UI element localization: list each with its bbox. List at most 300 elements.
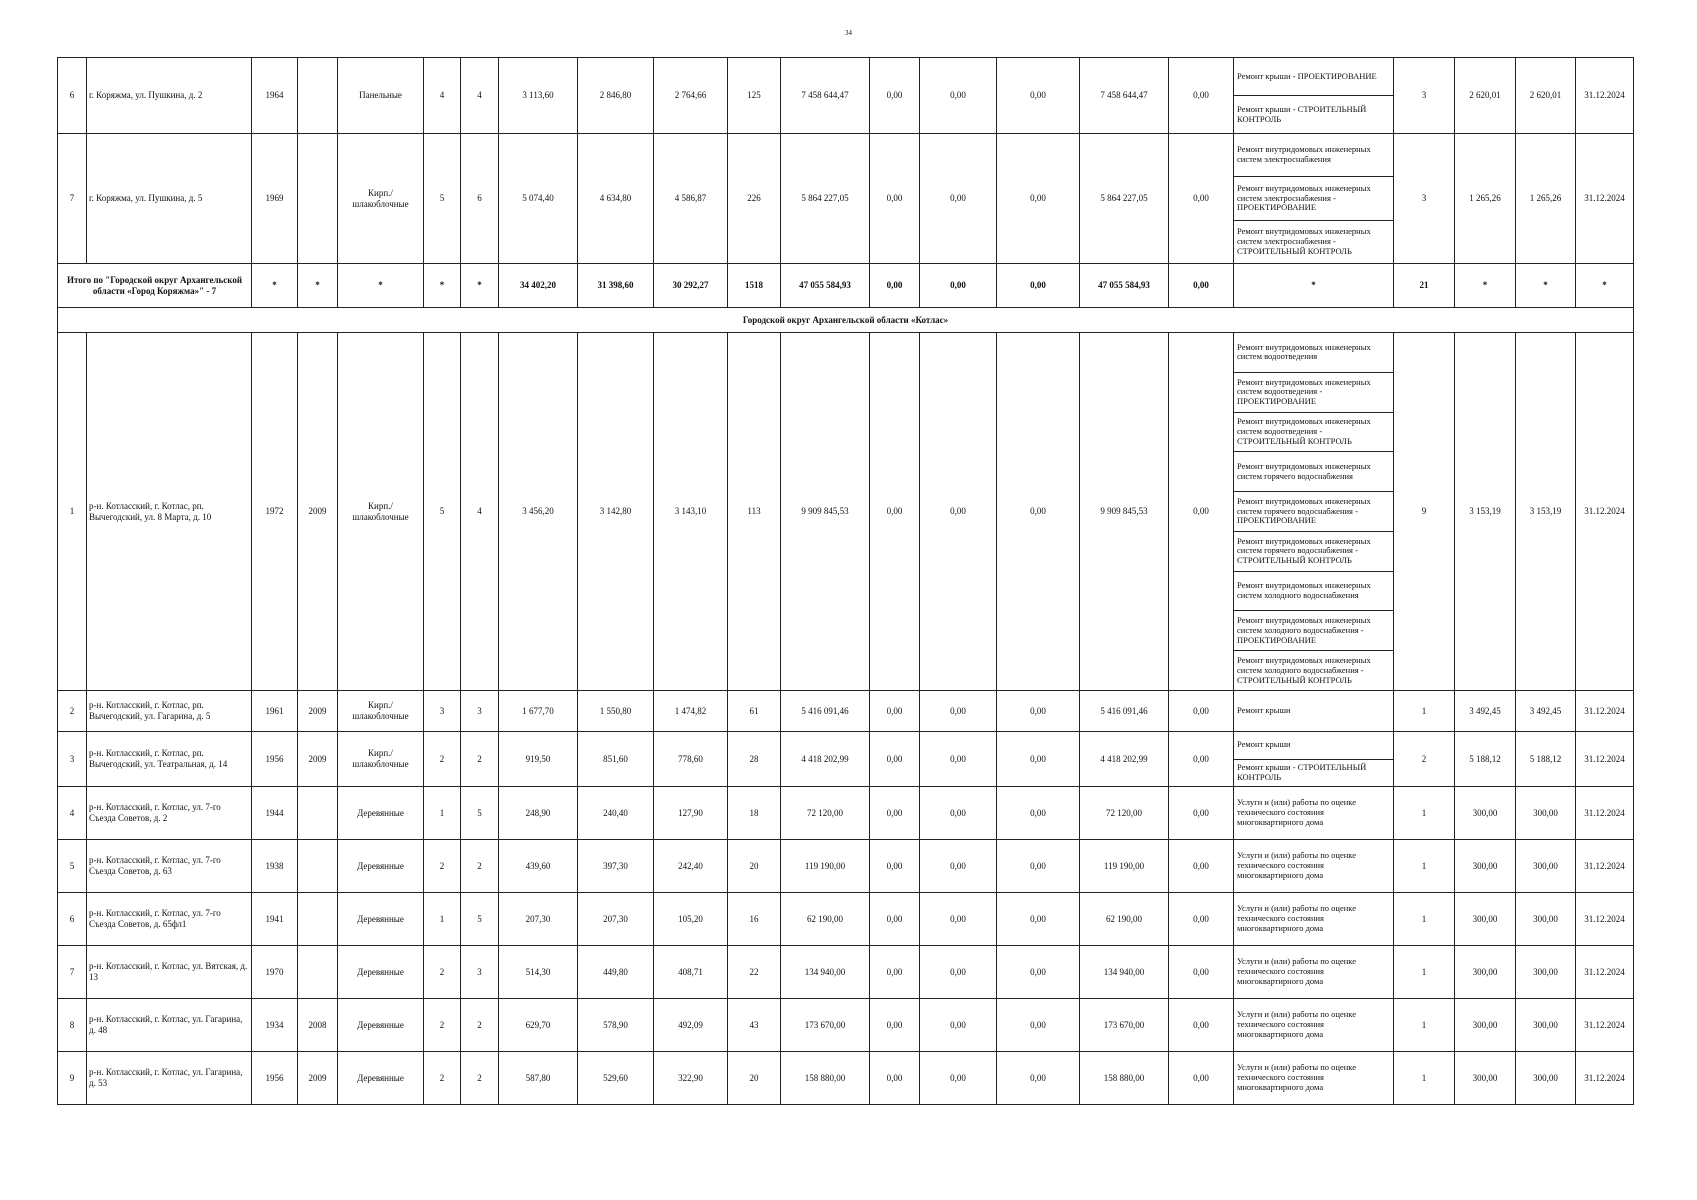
cell-max-unit-cost: 2 620,01: [1516, 58, 1576, 134]
work-item: Ремонт внутридомовых инженерных систем горячего водоснабжения: [1234, 452, 1393, 492]
cell-cost-fund: 0,00: [870, 787, 920, 840]
table-row: [58, 691, 1634, 732]
cell-cost-owners: 4 418 202,99: [1080, 732, 1169, 787]
cell-cost-total: 9 909 845,53: [781, 333, 870, 691]
cell-cost-total: 7 458 644,47: [781, 58, 870, 134]
work-item: Услуги и (или) работы по оценке технического состояния многоквартирного дома: [1237, 1062, 1356, 1092]
cell-completion-date: 31.12.2024: [1576, 999, 1634, 1052]
cell-year-built: 1956: [252, 732, 298, 787]
cell-unit-cost: 300,00: [1455, 893, 1516, 946]
cell-year-built: 1964: [252, 58, 298, 134]
table-row: [58, 893, 1634, 946]
cell-total-area: 1 677,70: [499, 691, 578, 732]
cell-area-premises: 529,60: [578, 1052, 654, 1105]
cell-max-unit-cost: *: [1516, 264, 1576, 308]
cell-entrances: 6: [461, 134, 499, 264]
cell-year-built: 1938: [252, 840, 298, 893]
cell-works: [1234, 333, 1394, 691]
cell-wall-material: Деревянные: [338, 1052, 424, 1105]
cell-cost-fund: 0,00: [870, 840, 920, 893]
cell-cost-owners: 7 458 644,47: [1080, 58, 1169, 134]
cell-cost-local: 0,00: [997, 946, 1080, 999]
cell-cost-local: 0,00: [997, 787, 1080, 840]
cell-cost-region: 0,00: [920, 264, 997, 308]
cell-area-residential: 778,60: [654, 732, 728, 787]
cell-works: [1234, 787, 1394, 840]
page-number: 34: [845, 29, 852, 37]
work-item: Ремонт внутридомовых инженерных систем горячего водоснабжения - ПРОЕКТИРОВАНИЕ: [1234, 492, 1393, 532]
cell-cost-fund: 0,00: [870, 1052, 920, 1105]
cell-address: р-н. Котласский, г. Котлас, ул. Гагарина, д. 53: [87, 1052, 252, 1105]
cell-work-count: 1: [1394, 1052, 1455, 1105]
cell-year-built: 1956: [252, 1052, 298, 1105]
cell-area-premises: 449,80: [578, 946, 654, 999]
work-item: Ремонт крыши - СТРОИТЕЛЬНЫЙ КОНТРОЛЬ: [1237, 103, 1367, 124]
cell-cost-region: 0,00: [920, 134, 997, 264]
cell-area-premises: 240,40: [578, 787, 654, 840]
cell-cost-region: 0,00: [920, 732, 997, 787]
cell-cost-owners: 173 670,00: [1080, 999, 1169, 1052]
cell-cost-local: 0,00: [997, 264, 1080, 308]
cell-year-second: 2009: [298, 1052, 338, 1105]
total-row: [58, 264, 1634, 308]
cell-unit-cost: 3 153,19: [1455, 333, 1516, 691]
cell-total-area: 587,80: [499, 1052, 578, 1105]
cell-cost-total: 4 418 202,99: [781, 732, 870, 787]
table-row: [58, 999, 1634, 1052]
cell-cost-fund: 0,00: [870, 333, 920, 691]
cell-wall-material: *: [338, 264, 424, 308]
cell-unit-cost: 5 188,12: [1455, 732, 1516, 787]
cell-area-residential: 322,90: [654, 1052, 728, 1105]
cell-floors: 2: [424, 999, 461, 1052]
cell-year-second: [298, 840, 338, 893]
cell-area-residential: 3 143,10: [654, 333, 728, 691]
work-item: Ремонт крыши: [1237, 705, 1291, 716]
cell-wall-material: Панельные: [338, 58, 424, 134]
cell-floors: 1: [424, 893, 461, 946]
cell-works: [1234, 946, 1394, 999]
work-item: Ремонт крыши - ПРОЕКТИРОВАНИЕ: [1234, 58, 1393, 96]
cell-row-number: 6: [58, 58, 87, 134]
cell-unit-cost: 300,00: [1455, 946, 1516, 999]
work-item: Ремонт внутридомовых инженерных систем водоотведения: [1234, 333, 1393, 373]
cell-unit-cost: 3 492,45: [1455, 691, 1516, 732]
cell-cost-owners: 134 940,00: [1080, 946, 1169, 999]
cell-cost-total: 5 416 091,46: [781, 691, 870, 732]
cell-cost-owners: 62 190,00: [1080, 893, 1169, 946]
cell-works: [1234, 691, 1394, 732]
cell-floors: 3: [424, 691, 461, 732]
cell-cost-region: 0,00: [920, 946, 997, 999]
cell-area-residential: 242,40: [654, 840, 728, 893]
cell-residents: 43: [728, 999, 781, 1052]
cell-wall-material: Кирп./ шлакоблочные: [338, 732, 424, 787]
cell-wall-material: Деревянные: [338, 946, 424, 999]
cell-area-residential: 4 586,87: [654, 134, 728, 264]
cell-year-built: 1972: [252, 333, 298, 691]
cell-address: г. Коряжма, ул. Пушкина, д. 2: [87, 58, 252, 134]
cell-unit-cost: 300,00: [1455, 787, 1516, 840]
cell-entrances: 5: [461, 893, 499, 946]
cell-wall-material: Деревянные: [338, 893, 424, 946]
cell-wall-material: Кирп./ шлакоблочные: [338, 333, 424, 691]
table-row: [58, 58, 1634, 134]
cell-works: *: [1234, 264, 1394, 308]
cell-max-unit-cost: 300,00: [1516, 999, 1576, 1052]
cell-residents: 61: [728, 691, 781, 732]
cell-residents: 1518: [728, 264, 781, 308]
work-item: Услуги и (или) работы по оценке технического состояния многоквартирного дома: [1237, 1009, 1356, 1039]
cell-residents: 113: [728, 333, 781, 691]
cell-total-area: 919,50: [499, 732, 578, 787]
cell-area-premises: 3 142,80: [578, 333, 654, 691]
cell-area-premises: 2 846,80: [578, 58, 654, 134]
cell-row-number: 1: [58, 333, 87, 691]
cell-works: [1234, 893, 1394, 946]
cell-works: [1234, 840, 1394, 893]
cell-year-second: 2009: [298, 333, 338, 691]
cell-total-area: 207,30: [499, 893, 578, 946]
cell-cost-owners: 158 880,00: [1080, 1052, 1169, 1105]
cell-cost-total: 119 190,00: [781, 840, 870, 893]
work-item: Ремонт крыши: [1234, 732, 1393, 760]
cell-unit-cost: 300,00: [1455, 840, 1516, 893]
cell-cost-fund: 0,00: [870, 732, 920, 787]
cell-completion-date: 31.12.2024: [1576, 1052, 1634, 1105]
cell-completion-date: 31.12.2024: [1576, 787, 1634, 840]
cell-cost-owners: 5 416 091,46: [1080, 691, 1169, 732]
cell-year-second: [298, 946, 338, 999]
cell-completion-date: 31.12.2024: [1576, 58, 1634, 134]
cell-max-unit-cost: 300,00: [1516, 946, 1576, 999]
table-row: [58, 134, 1634, 264]
cell-floors: 5: [424, 134, 461, 264]
cell-year-second: [298, 787, 338, 840]
table-row: [58, 1052, 1634, 1105]
cell-cost-other: 0,00: [1169, 691, 1234, 732]
table-row: [58, 333, 1634, 691]
cell-cost-local: 0,00: [997, 58, 1080, 134]
cell-works: [1234, 1052, 1394, 1105]
work-item: Ремонт внутридомовых инженерных систем электроснабжения - ПРОЕКТИРОВАНИЕ: [1234, 177, 1393, 220]
cell-residents: 125: [728, 58, 781, 134]
cell-cost-region: 0,00: [920, 333, 997, 691]
cell-max-unit-cost: 300,00: [1516, 840, 1576, 893]
cell-completion-date: 31.12.2024: [1576, 840, 1634, 893]
cell-max-unit-cost: 300,00: [1516, 787, 1576, 840]
cell-cost-local: 0,00: [997, 999, 1080, 1052]
cell-entrances: 2: [461, 999, 499, 1052]
cell-cost-other: 0,00: [1169, 333, 1234, 691]
cell-row-number: 2: [58, 691, 87, 732]
cell-residents: 28: [728, 732, 781, 787]
cell-works: [1234, 732, 1394, 787]
cell-floors: 2: [424, 732, 461, 787]
cell-work-count: 1: [1394, 893, 1455, 946]
cell-completion-date: 31.12.2024: [1576, 333, 1634, 691]
cell-entrances: 4: [461, 333, 499, 691]
cell-row-number: 6: [58, 893, 87, 946]
cell-cost-local: 0,00: [997, 732, 1080, 787]
section-header: Городской округ Архангельской области «Котлас»: [58, 308, 1634, 333]
cell-area-premises: 397,30: [578, 840, 654, 893]
cell-year-built: 1941: [252, 893, 298, 946]
cell-unit-cost: 300,00: [1455, 999, 1516, 1052]
cell-year-built: 1944: [252, 787, 298, 840]
work-item: Ремонт внутридомовых инженерных систем холодного водоснабжения: [1234, 572, 1393, 612]
cell-year-built: *: [252, 264, 298, 308]
cell-cost-region: 0,00: [920, 787, 997, 840]
cell-completion-date: *: [1576, 264, 1634, 308]
cell-cost-fund: 0,00: [870, 999, 920, 1052]
cell-cost-total: 47 055 584,93: [781, 264, 870, 308]
cell-area-premises: 1 550,80: [578, 691, 654, 732]
work-item: Услуги и (или) работы по оценке технического состояния многоквартирного дома: [1237, 956, 1356, 986]
cell-cost-local: 0,00: [997, 840, 1080, 893]
work-item: Услуги и (или) работы по оценке технического состояния многоквартирного дома: [1237, 797, 1356, 827]
cell-year-built: 1934: [252, 999, 298, 1052]
cell-cost-region: 0,00: [920, 999, 997, 1052]
cell-entrances: *: [461, 264, 499, 308]
cell-area-premises: 207,30: [578, 893, 654, 946]
cell-cost-owners: 72 120,00: [1080, 787, 1169, 840]
cell-cost-owners: 119 190,00: [1080, 840, 1169, 893]
cell-cost-other: 0,00: [1169, 732, 1234, 787]
cell-work-count: 1: [1394, 691, 1455, 732]
cell-entrances: 2: [461, 732, 499, 787]
cell-cost-region: 0,00: [920, 893, 997, 946]
total-label: Итого по "Городской округ Архангельской области «Город Коряжма»" - 7: [58, 264, 252, 308]
cell-year-second: 2009: [298, 732, 338, 787]
cell-cost-other: 0,00: [1169, 264, 1234, 308]
work-item: Услуги и (или) работы по оценке технического состояния многоквартирного дома: [1237, 850, 1356, 880]
cell-row-number: 4: [58, 787, 87, 840]
cell-total-area: 3 456,20: [499, 333, 578, 691]
cell-wall-material: Деревянные: [338, 840, 424, 893]
table-row: [58, 840, 1634, 893]
cell-row-number: 3: [58, 732, 87, 787]
cell-area-residential: 30 292,27: [654, 264, 728, 308]
work-item: Ремонт внутридомовых инженерных систем холодного водоснабжения - ПРОЕКТИРОВАНИЕ: [1234, 611, 1393, 651]
cell-wall-material: Деревянные: [338, 787, 424, 840]
cell-floors: 1: [424, 787, 461, 840]
cell-entrances: 3: [461, 946, 499, 999]
cell-address: р-н. Котласский, г. Котлас, ул. 7-го Съезда Советов, д. 2: [87, 787, 252, 840]
cell-completion-date: 31.12.2024: [1576, 691, 1634, 732]
cell-year-second: [298, 58, 338, 134]
cell-cost-total: 5 864 227,05: [781, 134, 870, 264]
cell-works: [1234, 999, 1394, 1052]
work-item: Ремонт крыши - СТРОИТЕЛЬНЫЙ КОНТРОЛЬ: [1237, 761, 1367, 782]
work-item: Ремонт внутридомовых инженерных систем электроснабжения: [1234, 134, 1393, 177]
cell-entrances: 2: [461, 840, 499, 893]
cell-area-residential: 105,20: [654, 893, 728, 946]
cell-works: [1234, 134, 1394, 264]
cell-area-premises: 851,60: [578, 732, 654, 787]
cell-cost-total: 158 880,00: [781, 1052, 870, 1105]
cell-entrances: 3: [461, 691, 499, 732]
cell-cost-region: 0,00: [920, 1052, 997, 1105]
cell-wall-material: Деревянные: [338, 999, 424, 1052]
cell-year-built: 1961: [252, 691, 298, 732]
cell-work-count: 1: [1394, 946, 1455, 999]
work-item: Ремонт внутридомовых инженерных систем холодного водоснабжения - СТРОИТЕЛЬНЫЙ КОНТРОЛЬ: [1237, 654, 1371, 685]
cell-cost-owners: 5 864 227,05: [1080, 134, 1169, 264]
cell-row-number: 9: [58, 1052, 87, 1105]
cell-cost-fund: 0,00: [870, 893, 920, 946]
cell-cost-total: 62 190,00: [781, 893, 870, 946]
cell-cost-local: 0,00: [997, 1052, 1080, 1105]
cell-area-residential: 1 474,82: [654, 691, 728, 732]
cell-area-premises: 578,90: [578, 999, 654, 1052]
cell-cost-owners: 47 055 584,93: [1080, 264, 1169, 308]
cell-wall-material: Кирп./ шлакоблочные: [338, 134, 424, 264]
cell-completion-date: 31.12.2024: [1576, 893, 1634, 946]
cell-total-area: 439,60: [499, 840, 578, 893]
cell-cost-other: 0,00: [1169, 58, 1234, 134]
cell-address: р-н. Котласский, г. Котлас, ул. Гагарина, д. 48: [87, 999, 252, 1052]
cell-floors: *: [424, 264, 461, 308]
cell-entrances: 4: [461, 58, 499, 134]
cell-address: р-н. Котласский, г. Котлас, ул. 7-го Съезда Советов, д. 65фл1: [87, 893, 252, 946]
cell-row-number: 7: [58, 946, 87, 999]
cell-work-count: 2: [1394, 732, 1455, 787]
cell-unit-cost: *: [1455, 264, 1516, 308]
cell-area-premises: 31 398,60: [578, 264, 654, 308]
cell-year-built: 1970: [252, 946, 298, 999]
cell-work-count: 1: [1394, 999, 1455, 1052]
cell-max-unit-cost: 300,00: [1516, 893, 1576, 946]
cell-area-residential: 492,09: [654, 999, 728, 1052]
cell-total-area: 629,70: [499, 999, 578, 1052]
cell-area-residential: 408,71: [654, 946, 728, 999]
cell-residents: 16: [728, 893, 781, 946]
cell-max-unit-cost: 3 492,45: [1516, 691, 1576, 732]
cell-residents: 18: [728, 787, 781, 840]
cell-max-unit-cost: 5 188,12: [1516, 732, 1576, 787]
cell-work-count: 9: [1394, 333, 1455, 691]
cell-cost-region: 0,00: [920, 691, 997, 732]
work-item: Ремонт внутридомовых инженерных систем водоотведения - ПРОЕКТИРОВАНИЕ: [1234, 373, 1393, 413]
cell-address: р-н. Котласский, г. Котлас, ул. Вятская, д. 13: [87, 946, 252, 999]
work-item: Ремонт внутридомовых инженерных систем электроснабжения - СТРОИТЕЛЬНЫЙ КОНТРОЛЬ: [1237, 226, 1371, 256]
cell-address: р-н. Котласский, г. Котлас, ул. 7-го Съезда Советов, д. 63: [87, 840, 252, 893]
cell-cost-other: 0,00: [1169, 1052, 1234, 1105]
cell-cost-fund: 0,00: [870, 264, 920, 308]
cell-total-area: 248,90: [499, 787, 578, 840]
cell-cost-other: 0,00: [1169, 787, 1234, 840]
cell-cost-total: 72 120,00: [781, 787, 870, 840]
cell-year-second: 2008: [298, 999, 338, 1052]
cell-residents: 22: [728, 946, 781, 999]
cell-work-count: 21: [1394, 264, 1455, 308]
cell-year-built: 1969: [252, 134, 298, 264]
cell-residents: 20: [728, 1052, 781, 1105]
cell-address: р-н. Котласский, г. Котлас, рп. Вычегодский, ул. Театральная, д. 14: [87, 732, 252, 787]
section-row: [58, 308, 1634, 333]
cell-total-area: 34 402,20: [499, 264, 578, 308]
cell-max-unit-cost: 3 153,19: [1516, 333, 1576, 691]
cell-cost-owners: 9 909 845,53: [1080, 333, 1169, 691]
cell-floors: 2: [424, 946, 461, 999]
cell-max-unit-cost: 1 265,26: [1516, 134, 1576, 264]
cell-cost-region: 0,00: [920, 58, 997, 134]
cell-address: р-н. Котласский, г. Котлас, рп. Вычегодский, ул. Гагарина, д. 5: [87, 691, 252, 732]
cell-year-second: [298, 893, 338, 946]
cell-unit-cost: 300,00: [1455, 1052, 1516, 1105]
cell-wall-material: Кирп./ шлакоблочные: [338, 691, 424, 732]
cell-unit-cost: 2 620,01: [1455, 58, 1516, 134]
cell-cost-other: 0,00: [1169, 893, 1234, 946]
cell-total-area: 3 113,60: [499, 58, 578, 134]
cell-residents: 20: [728, 840, 781, 893]
cell-completion-date: 31.12.2024: [1576, 134, 1634, 264]
work-item: Ремонт внутридомовых инженерных систем водоотведения - СТРОИТЕЛЬНЫЙ КОНТРОЛЬ: [1234, 413, 1393, 453]
cell-area-premises: 4 634,80: [578, 134, 654, 264]
cell-floors: 2: [424, 840, 461, 893]
cell-work-count: 1: [1394, 787, 1455, 840]
cell-residents: 226: [728, 134, 781, 264]
cell-cost-local: 0,00: [997, 691, 1080, 732]
cell-works: [1234, 58, 1394, 134]
cell-cost-total: 134 940,00: [781, 946, 870, 999]
cell-address: г. Коряжма, ул. Пушкина, д. 5: [87, 134, 252, 264]
table-row: [58, 946, 1634, 999]
cell-address: р-н. Котласский, г. Котлас, рп. Вычегодский, ул. 8 Марта, д. 10: [87, 333, 252, 691]
capital-repair-table: [57, 57, 1634, 1105]
cell-cost-other: 0,00: [1169, 134, 1234, 264]
cell-cost-fund: 0,00: [870, 134, 920, 264]
cell-unit-cost: 1 265,26: [1455, 134, 1516, 264]
cell-total-area: 5 074,40: [499, 134, 578, 264]
cell-cost-other: 0,00: [1169, 999, 1234, 1052]
cell-work-count: 1: [1394, 840, 1455, 893]
cell-total-area: 514,30: [499, 946, 578, 999]
cell-area-residential: 127,90: [654, 787, 728, 840]
cell-floors: 5: [424, 333, 461, 691]
cell-cost-other: 0,00: [1169, 840, 1234, 893]
cell-cost-total: 173 670,00: [781, 999, 870, 1052]
cell-area-residential: 2 764,66: [654, 58, 728, 134]
cell-year-second: [298, 134, 338, 264]
cell-max-unit-cost: 300,00: [1516, 1052, 1576, 1105]
table-row: [58, 732, 1634, 787]
cell-cost-region: 0,00: [920, 840, 997, 893]
cell-floors: 2: [424, 1052, 461, 1105]
cell-cost-local: 0,00: [997, 134, 1080, 264]
cell-row-number: 5: [58, 840, 87, 893]
cell-cost-fund: 0,00: [870, 58, 920, 134]
cell-work-count: 3: [1394, 58, 1455, 134]
cell-cost-other: 0,00: [1169, 946, 1234, 999]
table-row: [58, 787, 1634, 840]
cell-work-count: 3: [1394, 134, 1455, 264]
cell-cost-fund: 0,00: [870, 691, 920, 732]
cell-completion-date: 31.12.2024: [1576, 946, 1634, 999]
cell-cost-local: 0,00: [997, 893, 1080, 946]
cell-row-number: 8: [58, 999, 87, 1052]
cell-entrances: 2: [461, 1052, 499, 1105]
cell-year-second: *: [298, 264, 338, 308]
cell-cost-local: 0,00: [997, 333, 1080, 691]
cell-row-number: 7: [58, 134, 87, 264]
work-item: Ремонт внутридомовых инженерных систем горячего водоснабжения - СТРОИТЕЛЬНЫЙ КОНТРОЛЬ: [1234, 532, 1393, 572]
cell-completion-date: 31.12.2024: [1576, 732, 1634, 787]
cell-entrances: 5: [461, 787, 499, 840]
cell-cost-fund: 0,00: [870, 946, 920, 999]
cell-floors: 4: [424, 58, 461, 134]
